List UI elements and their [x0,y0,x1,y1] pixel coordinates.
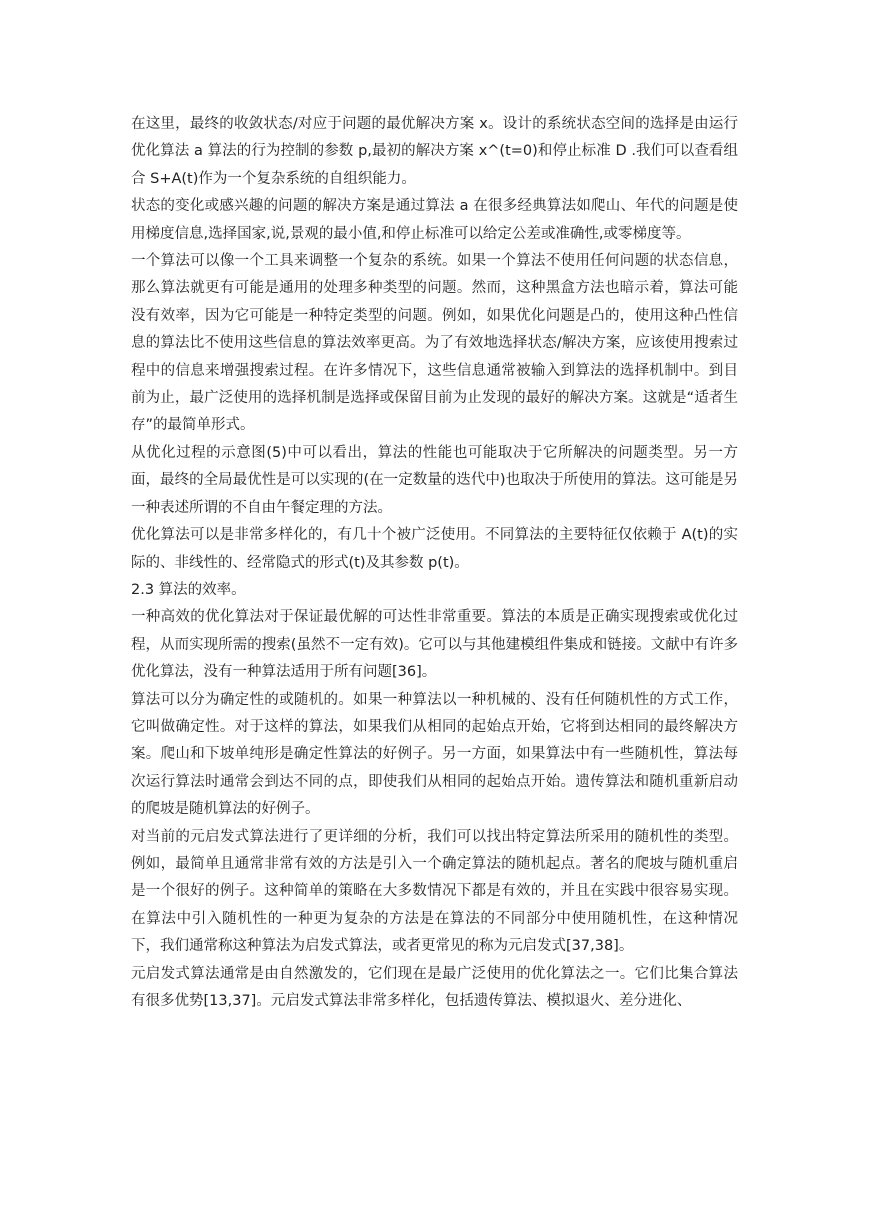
document-body [131,111,738,1015]
paragraph: 优化算法可以是非常多样化的，有几十个被广泛使用。不同算法的主要特征仅依赖于 A(t)的实际的、非线性的、经常隐式的形式(t)及其参数 p(t)。 [131,527,738,571]
paragraph: 一种高效的优化算法对于保证最优解的可达性非常重要。算法的本质是正确实现搜索或优化过程，从而实现所需的搜索(虽然不一定有效)。它可以与其他建模组件集成和链接。文献中有许多优化算法，没有一种算法适用于所有问题[36]。 [131,609,738,681]
paragraph: 一个算法可以像一个工具来调整一个复杂的系统。如果一个算法不使用任何问题的状态信息，那么算法就更有可能是通用的处理多种类型的问题。然而，这种黑盒方法也暗示着，算法可能没有效率，因为它可能是一种特定类型的问题。例如，如果优化问题是凸的，使用这种凸性信息的算法比不使用这些信息的算法效率更高。为了有效地选择状态/解决方案，应该使用搜索过程中的信息来增强搜索过程。在许多情况下，这些信息通常被输入到算法的选择机制中。到目前为止，最广泛使用的选择机制是选择或保留目前为止发现的最好的解决方案。这就是“适者生存”的最简单形式。 [131,253,738,434]
paragraph: 元启发式算法通常是由自然激发的，它们现在是最广泛使用的优化算法之一。它们比集合算法有很多优势[13,37]。元启发式算法非常多样化，包括遗传算法、模拟退火、差分进化、 [131,965,738,1009]
paragraph: 在这里，最终的收敛状态/对应于问题的最优解决方案 x。设计的系统状态空间的选择是由运行优化算法 a 算法的行为控制的参数 p,最初的解决方案 x^(t=0)和停止标准 D .我们可以查看组合 S+A(t)作为一个复杂系统的自组织能力。 [131,116,738,187]
paragraph: 算法可以分为确定性的或随机的。如果一种算法以一种机械的、没有任何随机性的方式工作，它叫做确定性。对于这样的算法，如果我们从相同的起始点开始，它将到达相同的最终解决方案。爬山和下坡单纯形是确定性算法的好例子。另一方面，如果算法中有一些随机性，算法每次运行算法时通常会到达不同的点，即使我们从相同的起始点开始。遗传算法和随机重新启动的爬坡是随机算法的好例子。 [131,691,738,818]
paragraph: 对当前的元启发式算法进行了更详细的分析，我们可以找出特定算法所采用的随机性的类型。例如，最简单且通常非常有效的方法是引入一个确定算法的随机起点。著名的爬坡与随机重启是一个很好的例子。这种简单的策略在大多数情况下都是有效的，并且在实践中很容易实现。在算法中引入随机性的一种更为复杂的方法是在算法的不同部分中使用随机性，在这种情况下，我们通常称这种算法为启发式算法，或者更常见的称为元启发式[37,38]。 [131,828,738,955]
section-heading: 2.3 算法的效率。 [131,581,246,598]
paragraph: 状态的变化或感兴趣的问题的解决方案是通过算法 a 在很多经典算法如爬山、年代的问题是使用梯度信息,选择国家,说,景观的最小值,和停止标准可以给定公差或准确性,或零梯度等。 [131,198,738,242]
paragraph: 从优化过程的示意图(5)中可以看出，算法的性能也可能取决于它所解决的问题类型。另一方面，最终的全局最优性是可以实现的(在一定数量的迭代中)也取决于所使用的算法。这可能是另一种表述所谓的不自由午餐定理的方法。 [131,444,738,516]
